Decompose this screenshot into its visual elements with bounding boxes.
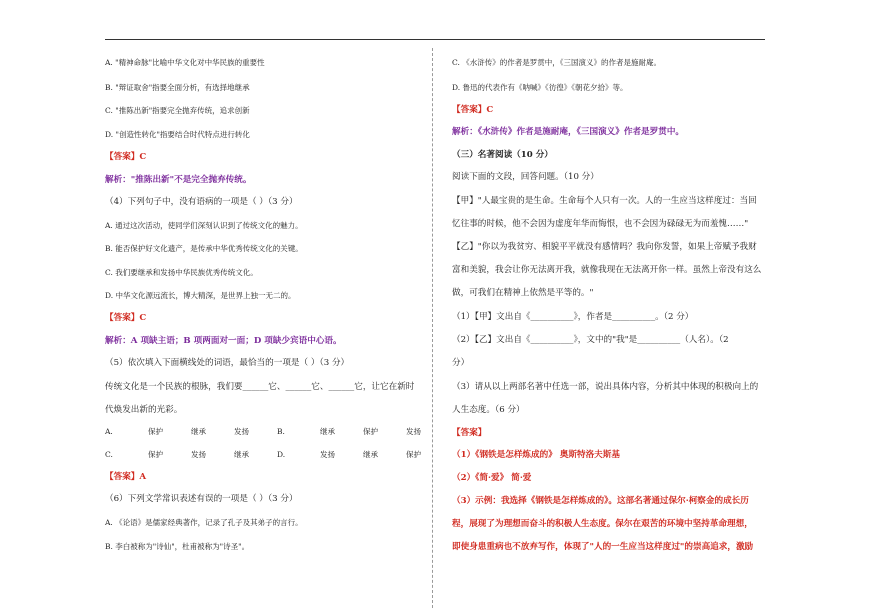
sub-question-2: （2）【乙】文出自《__________》，文中的"我"是__________（人名）。（2	[452, 335, 729, 345]
question-5-text: 传统文化是一个民族的根脉，我们要______它、______它、______它，让它在新时	[105, 382, 415, 392]
column-divider	[432, 48, 433, 608]
answer-label: 【答案】A	[105, 472, 147, 482]
question-5-text: 代焕发出新的光彩。	[105, 405, 183, 415]
option-c: C. 我们要继承和发扬中华民族优秀传统文化。	[105, 268, 258, 277]
passage-yi: 【乙】"你以为我贫穷、相貌平平就没有感情吗？我向你发誓，如果上帝赋予我财	[452, 242, 757, 252]
option-b: B. 能否保护好文化遗产，是传承中华优秀传统文化的关键。	[105, 244, 303, 253]
option-a: A. 通过这次活动，使同学们深刻认识到了传统文化的魅力。	[105, 221, 303, 230]
question-4: （4）下列句子中，没有语病的一项是（ ）（3 分）	[105, 197, 298, 207]
passage-jia: 【甲】"人最宝贵的是生命。生命每个人只有一次。人的一生应当这样度过：当回	[452, 196, 757, 206]
sub-question-1: （1）【甲】文出自《__________》，作者是__________。（2 分）	[452, 312, 694, 322]
answer-label: 【答案】C	[105, 313, 147, 323]
option-b: B. "辩证取舍"指要全面分析，有选择地继承	[105, 83, 250, 92]
passage-jia: 忆往事的时候，他不会因为虚度年华而悔恨，也不会因为碌碌无为而羞愧……"	[452, 219, 749, 229]
sub-question-3: （3）请从以上两部名著中任选一部，说出具体内容，分析其中体现的积极向上的	[452, 382, 759, 392]
answer-3: 程，展现了为理想而奋斗的积极人生态度。保尔在艰苦的环境中坚持革命理想，	[452, 519, 753, 529]
answer-label: 【答案】C	[105, 152, 147, 162]
passage-yi: 做，可我们在精神上依然是平等的。"	[452, 288, 594, 298]
option-a: A. "精神命脉"比喻中华文化对中华民族的重要性	[105, 58, 265, 67]
question-5: （5）依次填入下面横线处的词语，最恰当的一项是（ ）（3 分）	[105, 358, 350, 368]
passage-yi: 富和美貌，我会让你无法离开我，就像我现在无法离开你一样。虽然上帝没有这么	[452, 265, 762, 275]
question-6: （6）下列文学常识表述有误的一项是（ ）（3 分）	[105, 494, 298, 504]
option-c: C. "推陈出新"指要完全抛弃传统，追求创新	[105, 106, 250, 115]
answer-label: 【答案】	[452, 428, 487, 438]
answer-3: 即使身患重病也不放弃写作，体现了"人的一生应当这样度过"的崇高追求，激励	[452, 542, 754, 552]
sub-question-3: 人生态度。（6 分）	[452, 405, 525, 415]
option-d: D. 中华文化源远流长，博大精深，是世界上独一无二的。	[105, 291, 296, 300]
header-rule	[105, 39, 765, 40]
answer-label: 【答案】C	[452, 105, 494, 115]
options-row: A. 保护 继承 发扬 B. 继承 保护 发扬	[105, 427, 421, 436]
analysis: 解析：A 项缺主语；B 项两面对一面；D 项缺少宾语中心语。	[105, 336, 342, 346]
analysis: 解析："推陈出新"不是完全抛弃传统。	[105, 175, 252, 185]
section-heading: （三）名著阅读（10 分）	[452, 150, 553, 160]
option-d: D. "创造性转化"指要结合时代特点进行转化	[105, 130, 250, 139]
answer-1: （1）《钢铁是怎样炼成的》 奥斯特洛夫斯基	[452, 450, 620, 460]
answer-3: （3）示例：我选择《钢铁是怎样炼成的》。这部名著通过保尔·柯察金的成长历	[452, 496, 749, 506]
option-c: C. 《水浒传》的作者是罗贯中，《三国演义》的作者是施耐庵。	[452, 58, 661, 67]
option-a: A. 《论语》是儒家经典著作，记录了孔子及其弟子的言行。	[105, 518, 303, 527]
sub-question-2: 分）	[452, 358, 470, 368]
analysis: 解析：《水浒传》作者是施耐庵，《三国演义》作者是罗贯中。	[452, 127, 685, 137]
reading-intro: 阅读下面的文段，回答问题。（10 分）	[452, 172, 599, 182]
answer-2: （2）《简·爱》 简·爱	[452, 473, 532, 483]
options-row: C. 保护 发扬 继承 D. 发扬 继承 保护	[105, 450, 421, 459]
option-b: B. 李白被称为"诗仙"，杜甫被称为"诗圣"。	[105, 542, 250, 551]
option-d: D. 鲁迅的代表作有《呐喊》《彷徨》《朝花夕拾》等。	[452, 83, 628, 92]
